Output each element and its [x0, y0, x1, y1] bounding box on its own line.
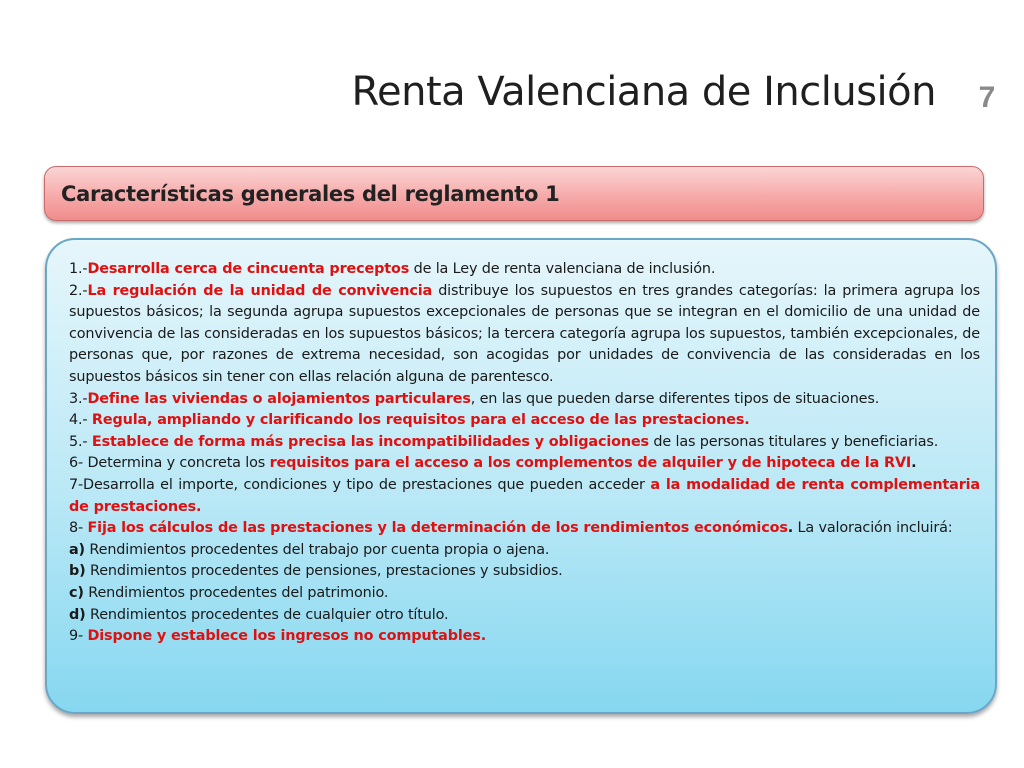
section-banner	[44, 166, 984, 221]
slide-title: Renta Valenciana de Inclusión	[351, 69, 936, 115]
list-item: 7-Desarrolla el importe, condiciones y tipo de prestaciones que pueden acceder a la modalidad de renta complementaria de prestaciones.	[69, 476, 980, 515]
list-item: 8- Fija los cálculos de las prestaciones y la determinación de los rendimientos económicos. La valoración incluirá:	[69, 520, 953, 537]
list-item: 4.- Regula, ampliando y clarificando los requisitos para el acceso de las prestaciones.	[69, 412, 750, 429]
sub-item: d) Rendimientos procedentes de cualquier otro título.	[69, 606, 449, 623]
sub-item: a) Rendimientos procedentes del trabajo por cuenta propia o ajena.	[69, 541, 550, 558]
list-item: 9- Dispone y establece los ingresos no computables.	[69, 628, 487, 645]
content-box	[45, 238, 997, 714]
list-item: 2.-La regulación de la unidad de convivencia distribuye los supuestos en tres grandes categorías: la primera agrupa los supuestos básicos; la segunda agrupa supuestos excepcionales de personas que se integran en el domicilio de una unidad de convivencia de las consideradas en los supuestos básicos; la tercera categoría agrupa los supuestos, también excepcionales, de personas que, por razones de extrema necesidad, son acogidas por unidades de convivencia de las consideradas en los supuestos básicos sin tener con ellas relación alguna de parentesco.	[69, 282, 980, 385]
list-item: 3.-Define las viviendas o alojamientos particulares, en las que pueden darse diferentes tipos de situaciones.	[69, 390, 880, 407]
content-text	[69, 259, 980, 648]
list-item: 6- Determina y concreta los requisitos para el acceso a los complementos de alquiler y de hipoteca de la RVI.	[69, 455, 917, 472]
list-item: 5.- Establece de forma más precisa las incompatibilidades y obligaciones de las personas titulares y beneficiarias.	[69, 433, 939, 450]
page-number: 7	[978, 81, 996, 114]
sub-item: b) Rendimientos procedentes de pensiones, prestaciones y subsidios.	[69, 563, 563, 580]
section-heading: Características generales del reglamento 1	[61, 182, 560, 206]
sub-item: c) Rendimientos procedentes del patrimonio.	[69, 584, 389, 601]
list-item: 1.-Desarrolla cerca de cincuenta preceptos de la Ley de renta valenciana de inclusión.	[69, 261, 716, 277]
